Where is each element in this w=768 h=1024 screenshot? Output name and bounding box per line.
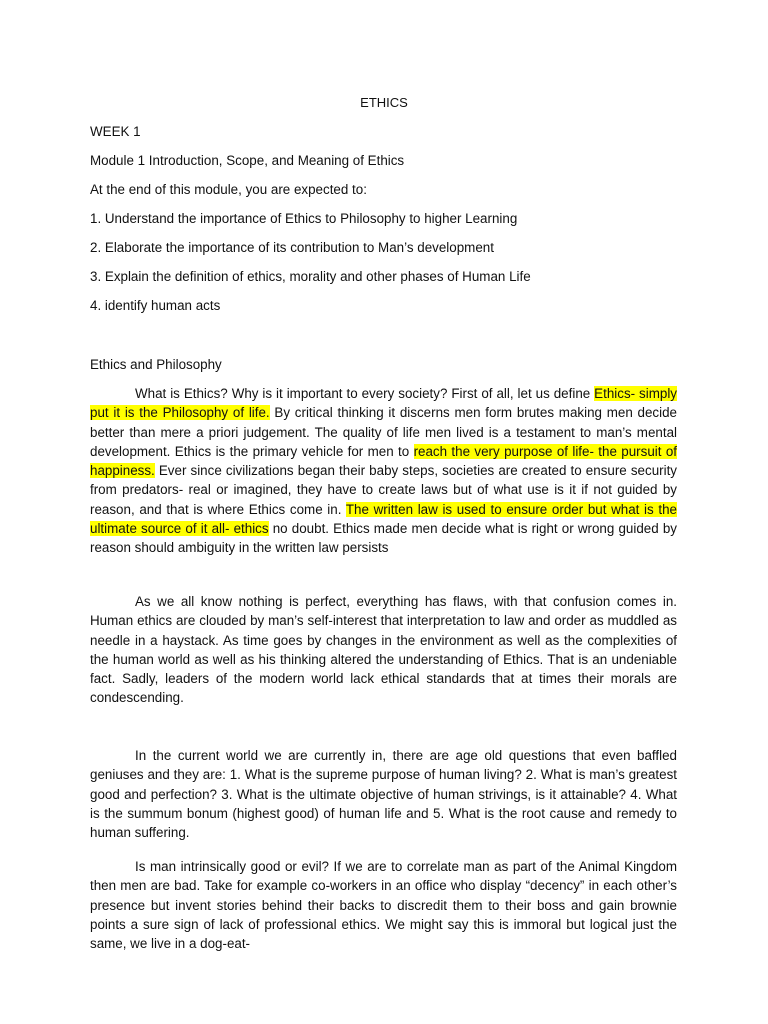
objective-item: 3. Explain the definition of ethics, morality and other phases of Human Life bbox=[90, 269, 531, 284]
highlighted-text: Ethics- simply put it is the Philosophy of life. bbox=[90, 386, 677, 421]
paragraph-text: By critical thinking it discerns men form brutes making men decide better than mere a priori judgement. The quality of life men lived is a testament to man’s mental development. Ethics is the primary vehicle for men to bbox=[90, 405, 677, 459]
highlighted-text: The written law is used to ensure order but what is the ultimate source of it all- ethics bbox=[90, 501, 677, 537]
paragraph-ethics-philosophy bbox=[90, 384, 677, 558]
paragraph-imperfection: As we all know nothing is perfect, everything has flaws, with that confusion comes in. Human ethics are clouded by man’s self-interest that interpretation to law and order as muddled as needle in a haystack. As time goes by changes in the environment as well as the complexities of the human world as well as his thinking altered the understanding of Ethics. That is an undeniable fact. Sadly, leaders of the modern world lack ethical standards that at times their morals are condescending. bbox=[90, 594, 677, 706]
objective-item: 4. identify human acts bbox=[90, 298, 221, 313]
module-heading: Module 1 Introduction, Scope, and Meaning of Ethics bbox=[90, 153, 405, 168]
document-title: ETHICS bbox=[360, 95, 408, 110]
objective-item: 1. Understand the importance of Ethics to Philosophy to higher Learning bbox=[90, 211, 518, 226]
paragraph-age-old-questions: In the current world we are currently in, there are age old questions that even baffled geniuses and they are: 1. What is the supreme purpose of human living? 2. What is man’s greatest good and perfection? 3. What is the ultimate objective of human strivings, is it attainable? 4. What is the summum bonum (highest good) of human life and 5. What is the root cause and remedy to human suffering. bbox=[90, 748, 677, 841]
highlighted-text: reach the very purpose of life- the pursuit of happiness. bbox=[90, 443, 677, 479]
section-heading: Ethics and Philosophy bbox=[90, 357, 222, 372]
paragraph-text: no doubt. Ethics made men decide what is right or wrong guided by reason should ambiguity in the written law persists bbox=[90, 521, 677, 556]
objectives-intro: At the end of this module, you are expected to: bbox=[90, 182, 367, 197]
week-label: WEEK 1 bbox=[90, 124, 141, 139]
paragraph-text: Ever since civilizations began their baby steps, societies are created to ensure security from predators- real or imagined, they have to create laws but of what use is it if not guided by reason, and that is where Ethics come in. bbox=[90, 463, 677, 517]
paragraph-good-or-evil: Is man intrinsically good or evil? If we are to correlate man as part of the Animal Kingdom then men are bad. Take for example co-workers in an office who display “decency” in each other’s presence but invent stories behind their backs to discredit them to their boss and gain brownie points a sure sign of lack of professional ethics. We might say this is immoral but logical just the same, we live in a dog-eat- bbox=[90, 859, 677, 952]
paragraph-text: What is Ethics? Why is it important to every society? First of all, let us define bbox=[135, 386, 595, 401]
objective-item: 2. Elaborate the importance of its contribution to Man’s development bbox=[90, 240, 494, 255]
